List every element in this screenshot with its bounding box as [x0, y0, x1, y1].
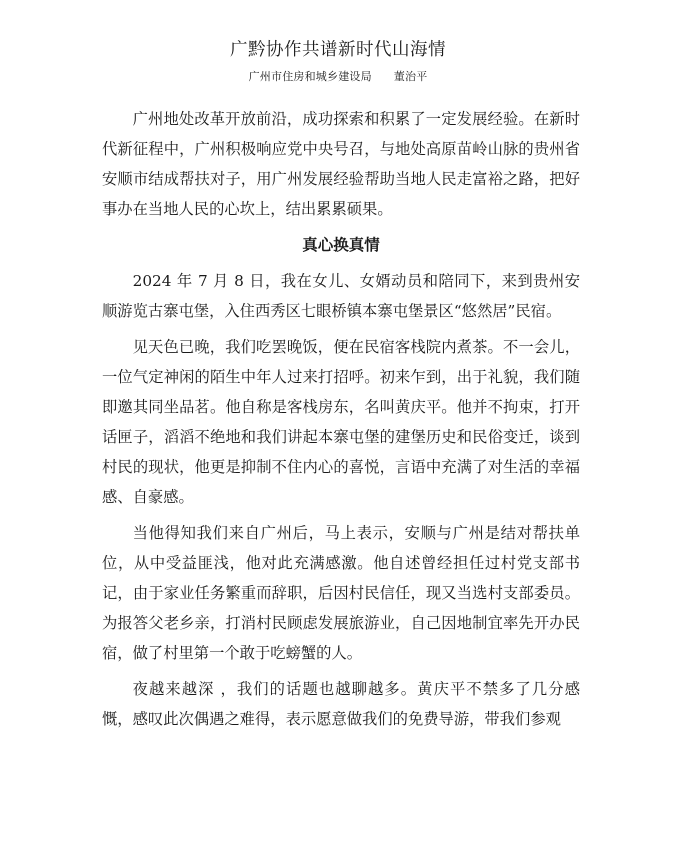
- section-heading: 真心换真情: [302, 235, 380, 254]
- body-paragraph: 2024 年 7 月 8 日，我在女儿、女婿动员和陪同下，来到贵州安顺游览古寨屯堡，入住西秀区七眼桥镇本寨屯堡景区“悠然居”民宿。: [102, 272, 580, 320]
- byline-author: 董治平: [393, 70, 428, 83]
- intro-paragraph: 广州地处改革开放前沿，成功探索和积累了一定发展经验。在新时代新征程中，广州积极响应党中央号召，与地处高原苗岭山脉的贵州省安顺市结成帮扶对子，用广州发展经验帮助当地人民走富裕之路，把好事办在当地人民的心坎上，结出累累硕果。: [102, 110, 580, 218]
- byline: [0, 68, 676, 84]
- body-paragraph: 夜越来越深 ，我们的话题也越聊越多。黄庆平不禁多了几分感慨，感叹此次偶遇之难得，表示愿意做我们的免费导游，带我们参观: [102, 680, 580, 728]
- article-title: 广黔协作共谱新时代山海情: [230, 40, 446, 60]
- body-paragraph: 见天色已晚，我们吃罢晚饭，便在民宿客栈院内煮茶。不一会儿，一位气定神闲的陌生中年人过来打招呼。初来乍到，出于礼貌，我们随即邀其同坐品茗。他自称是客栈房东，名叫黄庆平。他并不拘束，打开话匣子，滔滔不绝地和我们讲起本寨屯堡的建堡历史和民俗变迁，谈到村民的现状，他更是抑制不住内心的喜悦，言语中充满了对生活的幸福感、自豪感。: [102, 338, 580, 506]
- byline-organization: 广州市住房和城乡建设局: [248, 70, 372, 83]
- article-body: [102, 104, 580, 740]
- body-paragraph: 当他得知我们来自广州后，马上表示，安顺与广州是结对帮扶单位，从中受益匪浅，他对此充满感激。他自述曾经担任过村党支部书记，由于家业任务繁重而辞职，后因村民信任，现又当选村支部委员。为报答父老乡亲，打消村民顾虑发展旅游业，自己因地制宜率先开办民宿，做了村里第一个敢于吃螃蟹的人。: [102, 524, 580, 662]
